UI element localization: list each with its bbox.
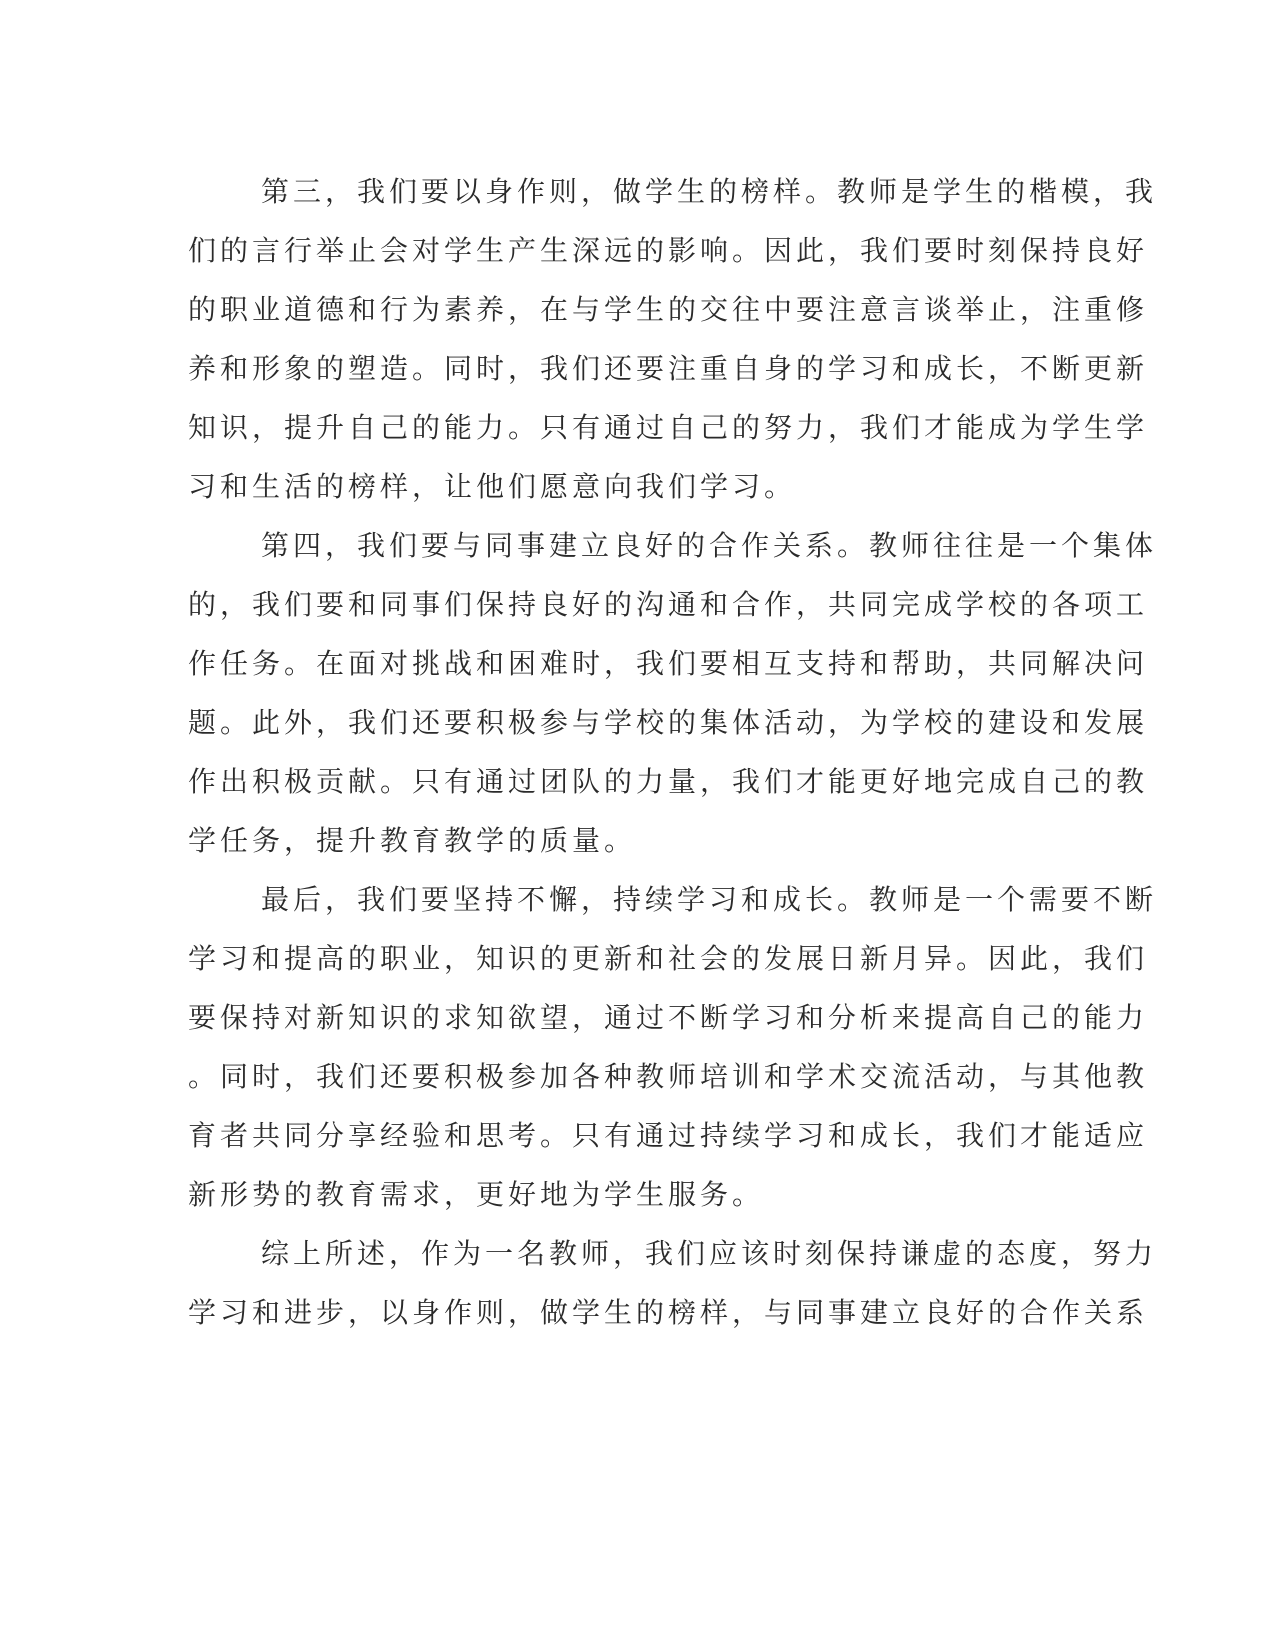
text-line: 综上所述，作为一名教师，我们应该时刻保持谦虚的态度，努力: [261, 1237, 1158, 1270]
body-text: [188, 162, 1158, 1342]
text-line: 学任务，提升教育教学的质量。: [188, 824, 637, 857]
text-line: 养和形象的塑造。同时，我们还要注重自身的学习和成长，不断更新: [188, 352, 1149, 385]
text-line: 的，我们要和同事们保持良好的沟通和合作，共同完成学校的各项工: [188, 588, 1149, 621]
paragraph-fourth-point: [188, 516, 1158, 870]
text-line: 们的言行举止会对学生产生深远的影响。因此，我们要时刻保持良好: [188, 234, 1149, 267]
text-line: 知识，提升自己的能力。只有通过自己的努力，我们才能成为学生学: [188, 411, 1149, 444]
text-line: 作出积极贡献。只有通过团队的力量，我们才能更好地完成自己的教: [188, 765, 1149, 798]
text-line: 要保持对新知识的求知欲望，通过不断学习和分析来提高自己的能力: [188, 1001, 1149, 1034]
paragraph-third-point: [188, 162, 1158, 516]
text-line: 第三，我们要以身作则，做学生的榜样。教师是学生的楷模，我: [261, 175, 1158, 208]
text-line: 最后，我们要坚持不懈，持续学习和成长。教师是一个需要不断: [261, 883, 1158, 916]
text-line: 学习和进步，以身作则，做学生的榜样，与同事建立良好的合作关系: [188, 1296, 1149, 1329]
text-line: 题。此外，我们还要积极参与学校的集体活动，为学校的建设和发展: [188, 706, 1149, 739]
text-line: 习和生活的榜样，让他们愿意向我们学习。: [188, 470, 797, 503]
text-line: 学习和提高的职业，知识的更新和社会的发展日新月异。因此，我们: [188, 942, 1149, 975]
text-line: 育者共同分享经验和思考。只有通过持续学习和成长，我们才能适应: [188, 1119, 1149, 1152]
text-line: 作任务。在面对挑战和困难时，我们要相互支持和帮助，共同解决问: [188, 647, 1149, 680]
text-line: 。同时，我们还要积极参加各种教师培训和学术交流活动，与其他教: [188, 1060, 1149, 1093]
paragraph-summary: [188, 1224, 1158, 1342]
text-line: 第四，我们要与同事建立良好的合作关系。教师往往是一个集体: [261, 529, 1158, 562]
text-line: 新形势的教育需求，更好地为学生服务。: [188, 1178, 765, 1211]
paragraph-final-point: [188, 870, 1158, 1224]
text-line: 的职业道德和行为素养，在与学生的交往中要注意言谈举止，注重修: [188, 293, 1149, 326]
